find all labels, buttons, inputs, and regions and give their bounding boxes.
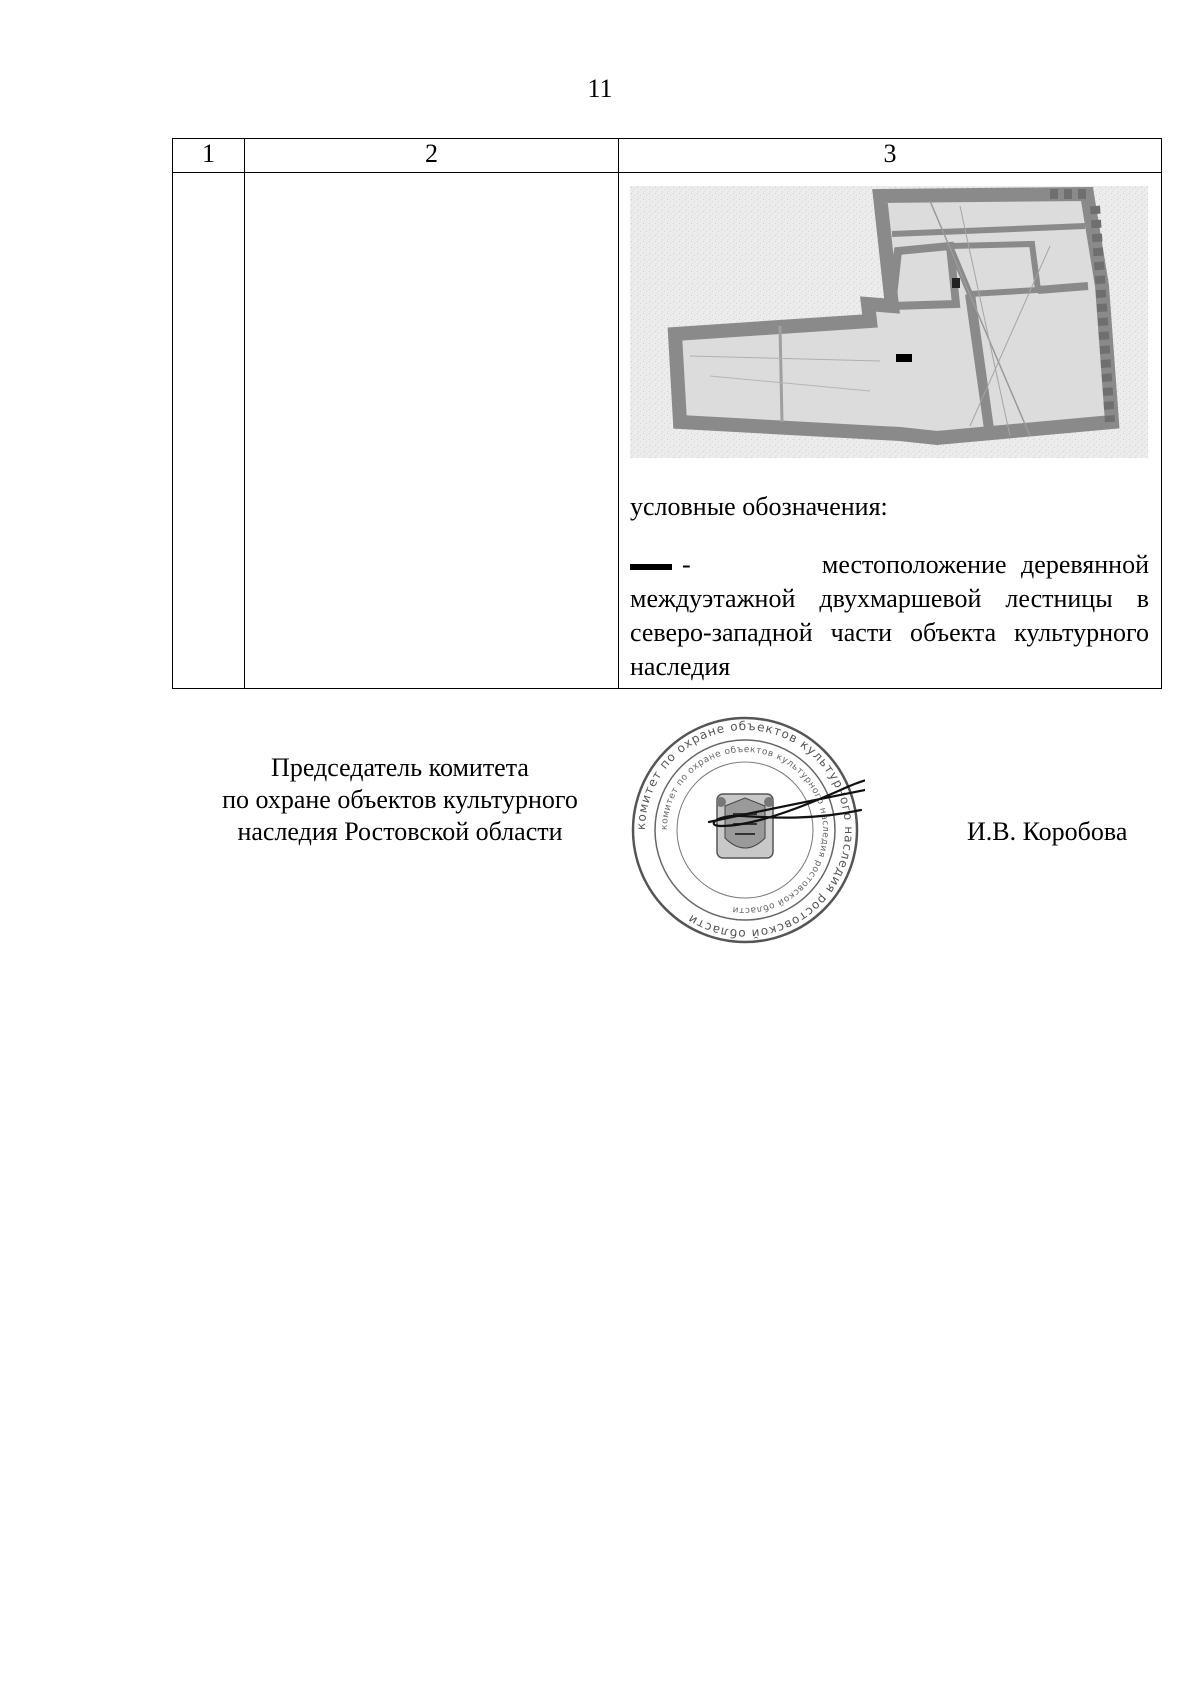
staircase-marker: [896, 354, 912, 362]
legend-dash: -: [682, 550, 691, 579]
official-stamp: [625, 710, 865, 950]
signer-name: И.В. Коробова: [967, 817, 1128, 846]
legend-title: условные обозначения:: [630, 492, 888, 521]
position-line-3: наследия Ростовской области: [237, 817, 563, 846]
table-header-row: [173, 139, 1162, 173]
legend-line-symbol: [630, 564, 672, 570]
cell-col-2: [245, 173, 619, 689]
position-line-2: по охране объектов культурного: [222, 785, 578, 814]
page-number: 11: [587, 74, 613, 103]
position-line-1: Председатель комитета: [271, 753, 529, 782]
header-col-2: 2: [245, 139, 619, 173]
signatory-position: [190, 752, 610, 848]
stamp-inner-text: комитет по охране объектов культурного наследия ростовской области: [659, 744, 831, 916]
header-col-3: 3: [619, 139, 1162, 173]
table-row: [173, 173, 1162, 689]
legend-entry: [630, 548, 1149, 684]
header-col-1: 1: [173, 139, 245, 173]
cell-col-1: [173, 173, 245, 689]
legend-description: местоположение деревянной междуэтажной двухмаршевой лестницы в северо-западной части объекта культурного наследия: [630, 550, 1150, 681]
stamp-outer-text: комитет по охране объектов культурного наследия ростовской области: [633, 718, 857, 942]
document-table: [172, 138, 1162, 689]
floor-plan-image: [630, 186, 1148, 458]
cell-col-3: [619, 173, 1162, 689]
floor-plan-drawing: [630, 186, 1148, 458]
